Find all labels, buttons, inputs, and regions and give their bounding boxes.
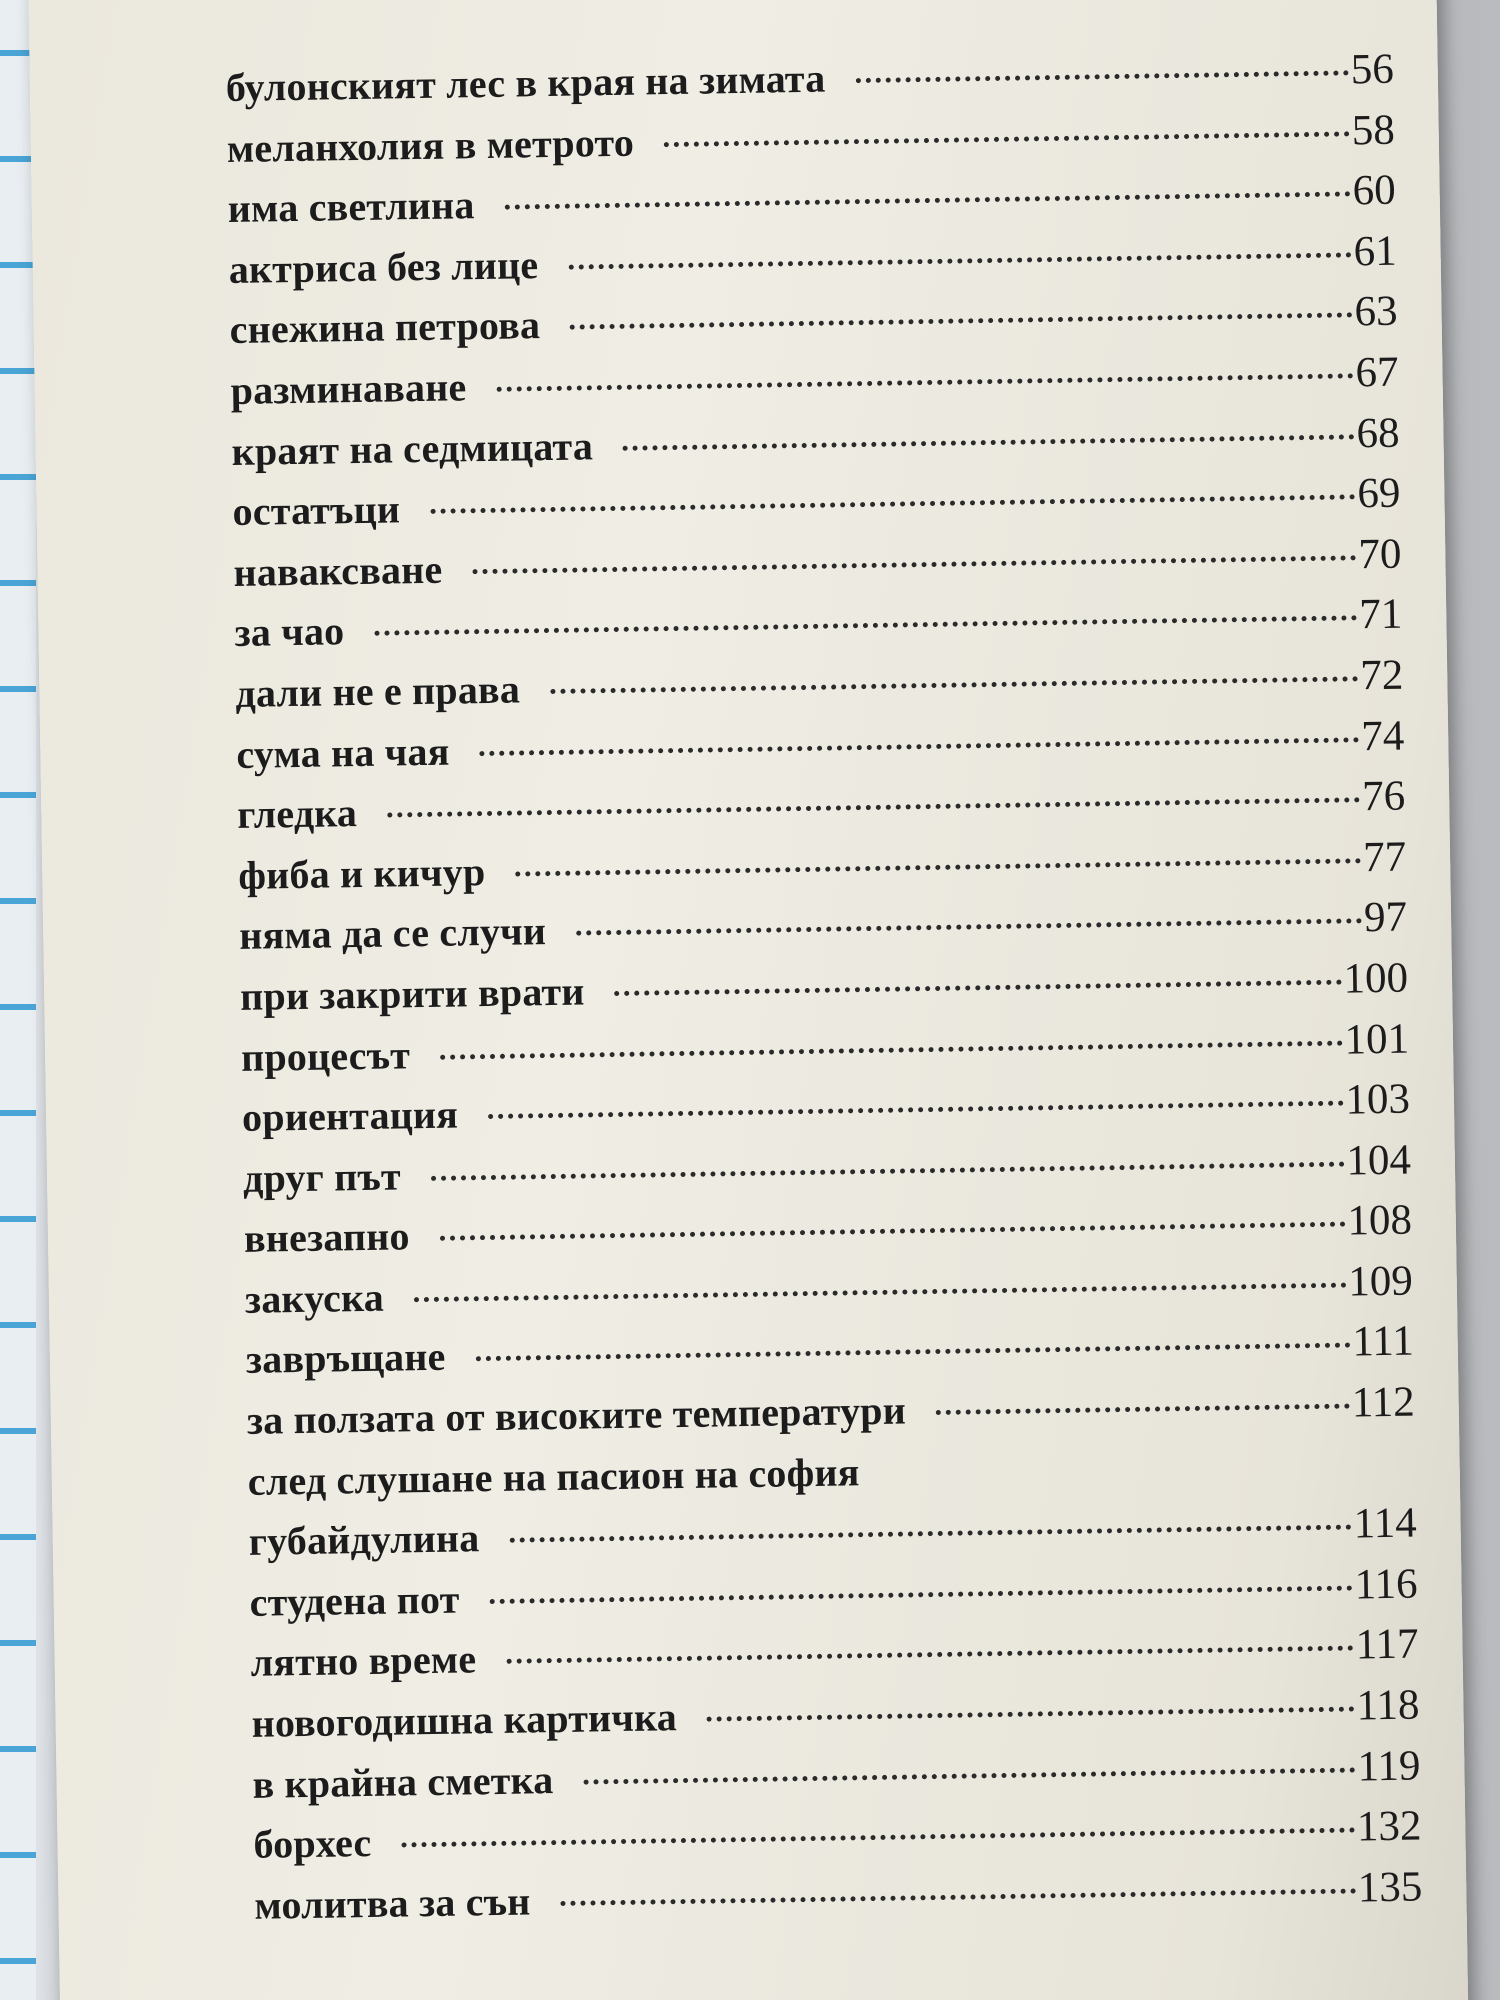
entry-title: борхес [253,1820,372,1868]
dot-leader [489,1585,1352,1604]
dot-leader [430,494,1355,514]
entry-page-number: 104 [1346,1136,1412,1185]
entry-title: друг път [242,1153,402,1201]
entry-title: ориентация [241,1091,459,1140]
entry-page-number: 119 [1357,1742,1421,1791]
entry-page-number: 77 [1362,833,1407,881]
entry-title: фиба и кичур [237,848,486,898]
entry-title: за чао [234,608,345,656]
dot-leader [664,131,1350,147]
dot-leader [496,373,1353,391]
dot-leader [707,1707,1355,1722]
entry-page-number: 61 [1353,227,1397,276]
entry-title: наваксване [233,546,443,595]
entry-title: няма да се случи [238,908,547,959]
dot-leader [476,1343,1351,1362]
entry-page-number: 67 [1355,348,1399,397]
dot-leader [560,1888,1356,1905]
entry-title: молитва за сън [254,1878,531,1928]
entry-title: има светлина [227,182,475,232]
entry-page-number: 70 [1358,530,1402,579]
entry-page-number: 132 [1356,1802,1422,1851]
dot-leader [431,1161,1345,1180]
dot-leader [401,1828,1355,1848]
entry-title: в крайна сметка [252,1756,554,1807]
entry-page-number: 118 [1356,1681,1420,1730]
entry-page-number: 101 [1344,1015,1410,1064]
dot-leader [414,1282,1347,1302]
entry-page-number: 112 [1351,1378,1416,1427]
dot-leader [440,1222,1346,1241]
entry-page-number: 111 [1352,1317,1415,1366]
entry-title: закуска [244,1274,385,1322]
entry-page-number: 100 [1343,954,1409,1003]
entry-page-number: 76 [1361,772,1406,821]
dot-leader [472,555,1356,574]
dot-leader [505,192,1351,210]
entry-page-number: 63 [1354,288,1398,336]
entry-title: булонският лес в края на зимата [225,55,826,111]
entry-page-number: 71 [1358,590,1403,639]
entry-title: актриса без лице [228,241,539,292]
book-page [28,0,1468,2000]
entry-title: студена пот [249,1576,460,1625]
dot-leader [550,676,1358,694]
entry-title: новогодишна картичка [251,1694,678,1746]
dot-leader [509,1525,1351,1543]
dot-leader [615,980,1342,996]
dot-leader [936,1404,1350,1416]
entry-page-number: 60 [1352,166,1397,215]
dot-leader [488,1101,1344,1119]
entry-page-number: 72 [1359,651,1404,700]
dot-leader [387,797,1360,817]
entry-title: внезапно [243,1213,410,1262]
dot-leader [583,1767,1355,1784]
dot-leader [479,737,1359,756]
entry-page-number: 74 [1360,712,1405,760]
entry-title: остатъци [232,486,401,535]
entry-title: сума на чая [236,728,450,777]
entry-title: снежина петрова [229,302,541,353]
entry-page-number: 103 [1345,1075,1411,1124]
entry-page-number: 116 [1354,1560,1418,1609]
entry-title: лятно време [250,1636,477,1686]
entry-title: завръщане [245,1334,446,1383]
entry-page-number: 108 [1346,1196,1413,1245]
entry-page-number: 97 [1363,893,1408,942]
dot-leader [374,616,1357,636]
dot-leader [570,313,1353,330]
entry-title: гледка [236,790,358,838]
entry-page-number: 114 [1353,1499,1417,1548]
entry-page-number: 56 [1350,45,1395,94]
entry-title: меланхолия в метрото [226,119,635,171]
entry-title: дали не е права [235,666,521,716]
entry-title: след слушане на пасион на софия [247,1448,860,1504]
dot-leader [515,858,1361,876]
entry-title: краят на седмицата [231,422,594,474]
entry-page-number: 58 [1351,106,1396,154]
entry-title: процесът [240,1031,411,1080]
entry-page-number: 117 [1355,1620,1419,1669]
entry-page-number: 68 [1356,409,1400,457]
entry-title: за ползата от високите температури [246,1387,907,1443]
dot-leader [506,1646,1353,1664]
entry-title: при закрити врати [239,968,585,1019]
dot-leader [568,252,1351,269]
entry-title: разминаване [230,364,467,413]
entry-page-number: 69 [1357,469,1401,518]
table-of-contents [225,40,1422,1937]
entry-page-number: 109 [1347,1257,1414,1306]
dot-leader [855,70,1348,83]
dot-leader [576,919,1362,936]
dot-leader [623,434,1355,450]
entry-title: губайдулина [248,1515,480,1565]
entry-page-number: 135 [1357,1863,1423,1912]
dot-leader [440,1040,1343,1059]
